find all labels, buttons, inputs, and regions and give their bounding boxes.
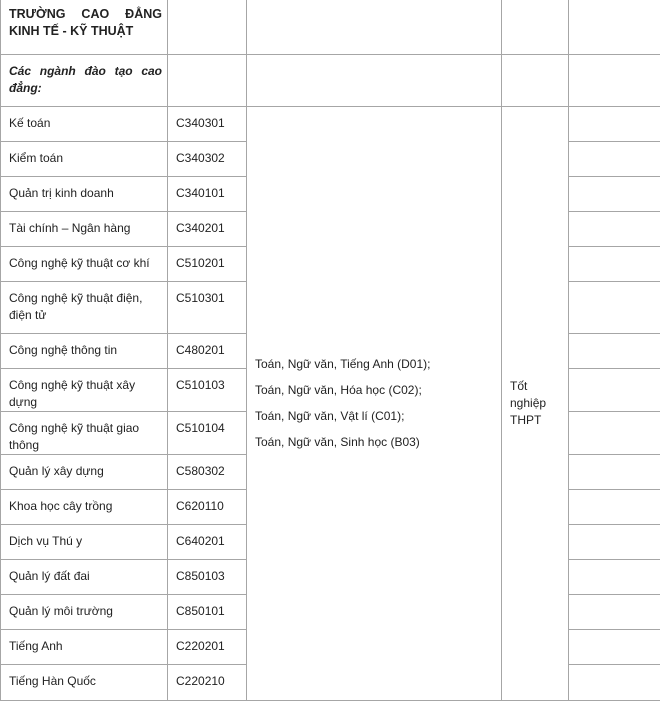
- admission-requirement-line1: Tốt nghiệp: [510, 378, 563, 412]
- empty-cell: [569, 55, 660, 107]
- empty-cell: [569, 0, 660, 55]
- program-name: Công nghệ thông tin: [1, 334, 168, 369]
- section-title: Các ngành đào tạo cao đẳng:: [1, 55, 168, 107]
- subject-combination: Toán, Ngữ văn, Hóa học (C02);: [255, 382, 496, 399]
- empty-cell: [502, 55, 569, 107]
- program-name: Kế toán: [1, 107, 168, 142]
- empty-cell: [569, 107, 660, 142]
- empty-cell: [569, 247, 660, 282]
- empty-cell: [168, 55, 247, 107]
- empty-cell: [569, 525, 660, 560]
- program-name: Công nghệ kỹ thuật xây dựng: [1, 369, 168, 412]
- program-name: Kiểm toán: [1, 142, 168, 177]
- empty-cell: [569, 282, 660, 334]
- program-name: Quản trị kinh doanh: [1, 177, 168, 212]
- program-code: C340201: [168, 212, 247, 247]
- program-code: C620110: [168, 490, 247, 525]
- program-name: Công nghệ kỹ thuật cơ khí: [1, 247, 168, 282]
- program-name: Công nghệ kỹ thuật điện, điện tử: [1, 282, 168, 334]
- program-code: C850103: [168, 560, 247, 595]
- subject-combination: Toán, Ngữ văn, Tiếng Anh (D01);: [255, 356, 496, 373]
- empty-cell: [569, 412, 660, 455]
- empty-cell: [247, 0, 502, 55]
- empty-cell: [569, 177, 660, 212]
- program-code: C340101: [168, 177, 247, 212]
- program-name: Quản lý xây dựng: [1, 455, 168, 490]
- program-code: C220201: [168, 630, 247, 665]
- admission-requirement-cell: [502, 107, 569, 701]
- program-code: C510201: [168, 247, 247, 282]
- school-header-row: [1, 0, 660, 55]
- program-name: Tiếng Hàn Quốc: [1, 665, 168, 701]
- program-code: C510103: [168, 369, 247, 412]
- school-name: TRƯỜNG CAO ĐẲNG KINH TẾ - KỸ THUẬT: [1, 0, 168, 55]
- empty-cell: [168, 0, 247, 55]
- empty-cell: [569, 212, 660, 247]
- empty-cell: [569, 560, 660, 595]
- section-header-row: [1, 55, 660, 107]
- program-code: C510104: [168, 412, 247, 455]
- program-name: Tiếng Anh: [1, 630, 168, 665]
- empty-cell: [569, 142, 660, 177]
- subject-combination: Toán, Ngữ văn, Vật lí (C01);: [255, 408, 496, 425]
- program-name: Công nghệ kỹ thuật giao thông: [1, 412, 168, 455]
- subject-combinations-cell: [247, 107, 502, 701]
- program-code: C850101: [168, 595, 247, 630]
- program-code: C510301: [168, 282, 247, 334]
- empty-cell: [502, 0, 569, 55]
- subject-combination: Toán, Ngữ văn, Sinh học (B03): [255, 434, 496, 451]
- program-code: C340302: [168, 142, 247, 177]
- program-code: C480201: [168, 334, 247, 369]
- empty-cell: [247, 55, 502, 107]
- empty-cell: [569, 334, 660, 369]
- program-name: Quản lý môi trường: [1, 595, 168, 630]
- program-name: Tài chính – Ngân hàng: [1, 212, 168, 247]
- admission-requirement-line2: THPT: [510, 412, 563, 429]
- empty-cell: [569, 369, 660, 412]
- empty-cell: [569, 595, 660, 630]
- program-row: [1, 107, 660, 142]
- program-name: Dịch vụ Thú y: [1, 525, 168, 560]
- empty-cell: [569, 455, 660, 490]
- program-code: C220210: [168, 665, 247, 701]
- program-name: Khoa học cây trồng: [1, 490, 168, 525]
- program-code: C340301: [168, 107, 247, 142]
- program-name: Quản lý đất đai: [1, 560, 168, 595]
- empty-cell: [569, 490, 660, 525]
- empty-cell: [569, 630, 660, 665]
- program-code: C580302: [168, 455, 247, 490]
- program-code: C640201: [168, 525, 247, 560]
